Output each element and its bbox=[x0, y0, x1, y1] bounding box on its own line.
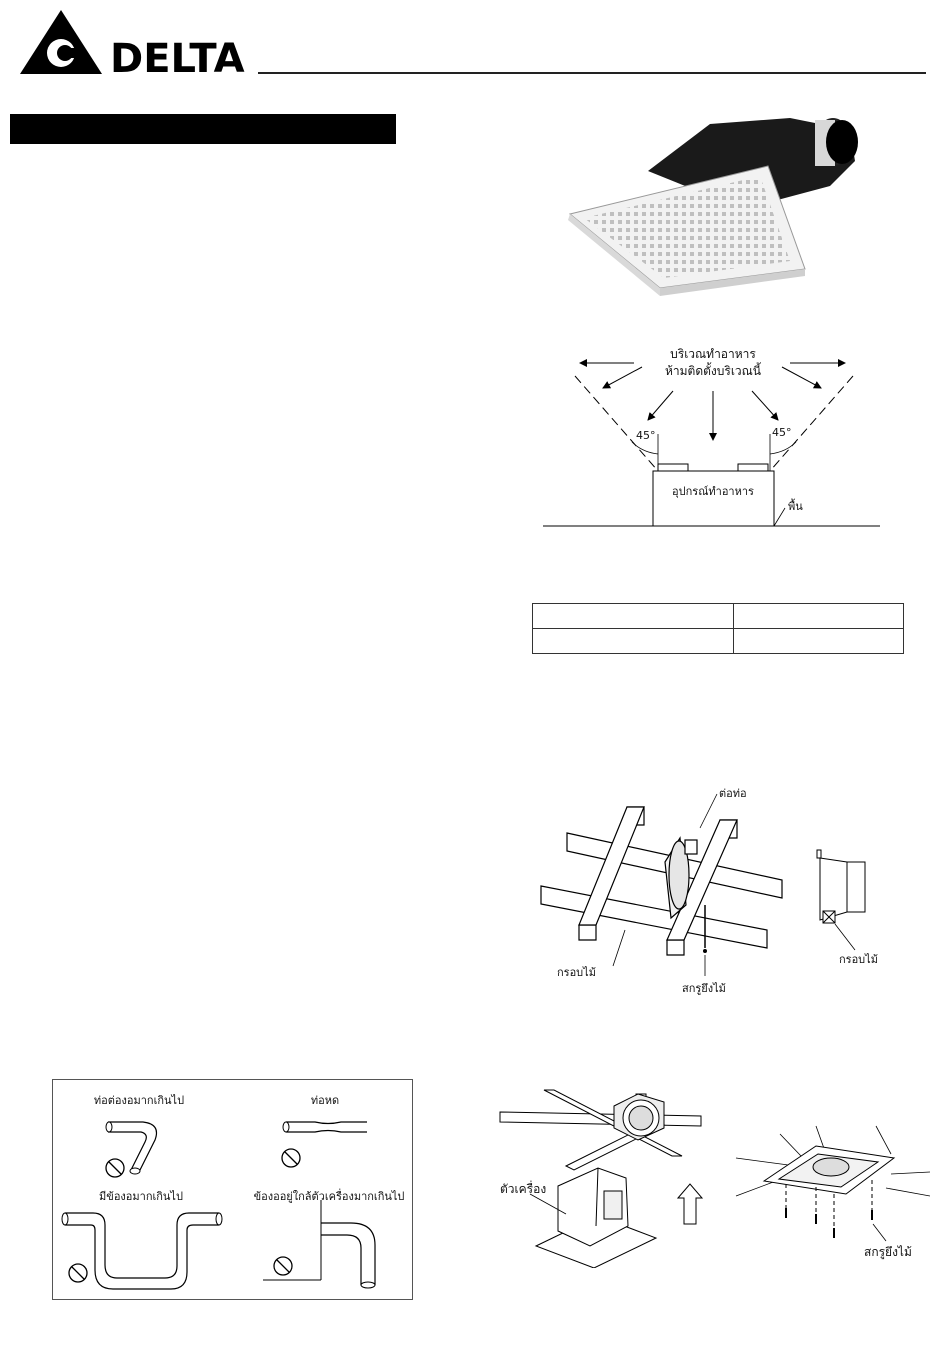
wood-screw-label: สกรูยึงไม้ bbox=[682, 982, 726, 995]
section-heading-bar bbox=[10, 114, 396, 144]
table-cell bbox=[533, 629, 734, 654]
kitchen-clearance-diagram bbox=[540, 338, 885, 532]
install-screw-label: สกรูยึงไม้ bbox=[864, 1245, 912, 1259]
bend-too-close-label: ข้องออยู่ใกล้ตัวเครื่องมากเกินไป bbox=[253, 1190, 405, 1203]
shrunk-pipe-label: ท่อหด bbox=[310, 1094, 340, 1107]
unit-label: ตัวเครื่อง bbox=[500, 1182, 547, 1196]
cooking-area-label: บริเวณทำอาหาร bbox=[670, 347, 756, 361]
angle-right-label: 45° bbox=[772, 426, 792, 439]
header-rule bbox=[258, 72, 926, 74]
too-many-bends-label: มีข้องอมากเกินไป bbox=[99, 1190, 183, 1203]
floor-label: พื้น bbox=[788, 500, 803, 513]
table-cell bbox=[533, 604, 734, 629]
table-cell bbox=[734, 604, 904, 629]
table-cell bbox=[734, 629, 904, 654]
side-wood-frame-label: กรอบไม้ bbox=[839, 953, 878, 966]
table-row bbox=[533, 629, 904, 654]
cooking-equipment-label: อุปกรณ์ทำอาหาร bbox=[672, 485, 754, 498]
duct-connection-label: ต่อท่อ bbox=[719, 787, 747, 800]
spec-table bbox=[532, 603, 904, 654]
no-install-label: ห้ามติดตั้งบริเวณนี้ bbox=[664, 364, 762, 378]
angle-left-label: 45° bbox=[636, 429, 656, 442]
brand-name: DELTA bbox=[110, 36, 245, 78]
delta-logo bbox=[18, 8, 248, 78]
wood-frame-mounting-figure bbox=[537, 780, 897, 995]
ceiling-fan-image bbox=[560, 106, 865, 296]
table-row bbox=[533, 604, 904, 629]
pipe-bent-too-much-label: ท่อต่องอมากเกินไป bbox=[93, 1094, 185, 1107]
installation-figure bbox=[496, 1076, 930, 1268]
duct-warning-box bbox=[52, 1079, 413, 1300]
wood-frame-label: กรอบไม้ bbox=[557, 966, 596, 979]
